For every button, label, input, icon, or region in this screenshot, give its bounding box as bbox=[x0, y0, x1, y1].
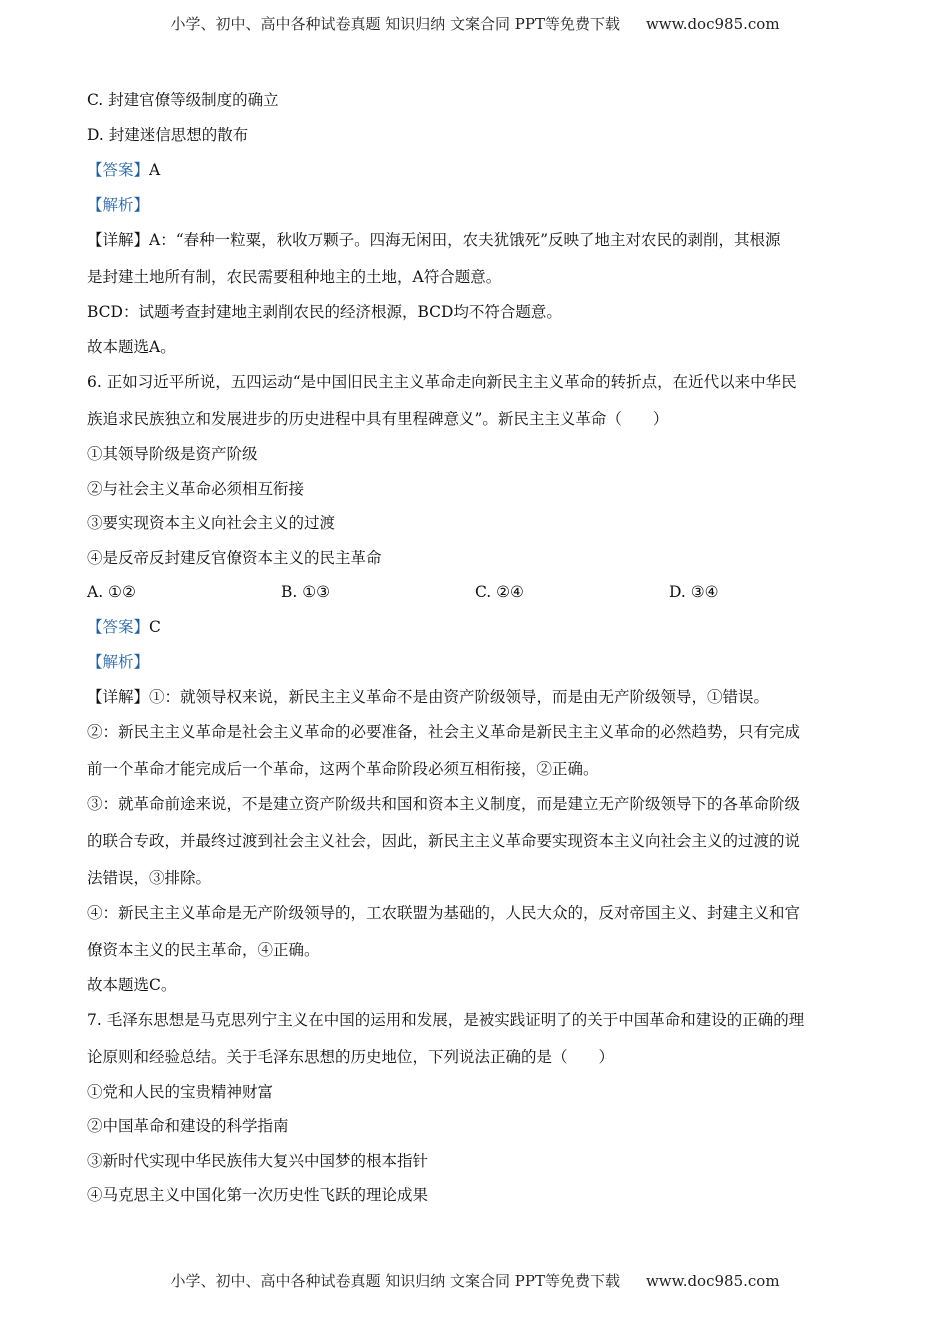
header-text: 小学、初中、高中各种试卷真题 知识归纳 文案合同 PPT等免费下载 bbox=[170, 15, 620, 33]
q6-analysis-tag: 【解析】 bbox=[87, 653, 150, 671]
q6-conclusion: 故本题选C。 bbox=[87, 976, 177, 994]
page-footer bbox=[0, 1270, 950, 1291]
q6-detail-line-7: ④：新民主主义革命是无产阶级领导的，工农联盟为基础的，人民大众的，反对帝国主义、封建主义和官 bbox=[87, 904, 801, 922]
q6-detail-line-8: 僚资本主义的民主革命，④正确。 bbox=[87, 941, 320, 959]
q6-stem-line-2: 族追求民族独立和发展进步的历史进程中具有里程碑意义”。新民主主义革命（ ） bbox=[87, 410, 669, 428]
q7-item-4: ④马克思主义中国化第一次历史性飞跃的理论成果 bbox=[87, 1186, 429, 1204]
q5-answer bbox=[87, 160, 160, 180]
detail-text: ①：就领导权来说，新民主主义革命不是由资产阶级领导，而是由无产阶级领导，①错误。 bbox=[149, 688, 770, 706]
q6-option-a: A. ①② bbox=[87, 583, 136, 601]
q5-option-d: D. 封建迷信思想的散布 bbox=[87, 126, 249, 144]
q6-item-3: ③要实现资本主义向社会主义的过渡 bbox=[87, 514, 336, 532]
q5-detail-line-1 bbox=[87, 230, 781, 250]
q6-detail-line-1 bbox=[87, 687, 769, 707]
q6-option-b: B. ①③ bbox=[281, 583, 331, 601]
q6-item-4: ④是反帝反封建反官僚资本主义的民主革命 bbox=[87, 549, 382, 567]
q7-item-3: ③新时代实现中华民族伟大复兴中国梦的根本指针 bbox=[87, 1152, 429, 1170]
q6-detail-line-5: 的联合专政，并最终过渡到社会主义社会，因此，新民主主义革命要实现资本主义向社会主义的过渡的说 bbox=[87, 832, 801, 850]
answer-value: A bbox=[149, 161, 161, 179]
page-header bbox=[0, 13, 950, 34]
q7-stem-line-2: 论原则和经验总结。关于毛泽东思想的历史地位，下列说法正确的是（ ） bbox=[87, 1048, 615, 1066]
q6-detail-line-6: 法错误，③排除。 bbox=[87, 869, 212, 887]
q6-detail-line-4: ③：就革命前途来说，不是建立资产阶级共和国和资本主义制度，而是建立无产阶级领导下的各革命阶级 bbox=[87, 795, 801, 813]
answer-value: C bbox=[149, 618, 161, 636]
detail-text: A：“春种一粒粟，秋收万颗子。四海无闲田，农夫犹饿死”反映了地主对农民的剥削，其根源 bbox=[149, 231, 781, 249]
q6-option-c: C. ②④ bbox=[475, 583, 524, 601]
footer-text: 小学、初中、高中各种试卷真题 知识归纳 文案合同 PPT等免费下载 bbox=[170, 1272, 620, 1290]
detail-tag: 【详解】 bbox=[87, 231, 150, 249]
q6-answer bbox=[87, 617, 161, 637]
q7-stem-line-1: 7. 毛泽东思想是马克思列宁主义在中国的运用和发展，是被实践证明了的关于中国革命和建设的正确的理 bbox=[87, 1011, 805, 1029]
detail-tag: 【详解】 bbox=[87, 688, 150, 706]
answer-tag: 【答案】 bbox=[87, 618, 150, 636]
footer-url[interactable]: www.doc985.com bbox=[645, 1272, 780, 1290]
answer-tag: 【答案】 bbox=[87, 161, 150, 179]
q6-detail-line-3: 前一个革命才能完成后一个革命，这两个革命阶段必须互相衔接，②正确。 bbox=[87, 760, 599, 778]
q5-analysis-tag: 【解析】 bbox=[87, 196, 150, 214]
header-url[interactable]: www.doc985.com bbox=[645, 15, 780, 33]
q6-item-2: ②与社会主义革命必须相互衔接 bbox=[87, 480, 305, 498]
q6-stem-line-1: 6. 正如习近平所说，五四运动“是中国旧民主主义革命走向新民主主义革命的转折点，在近代以来中华民 bbox=[87, 373, 797, 391]
q7-item-2: ②中国革命和建设的科学指南 bbox=[87, 1117, 289, 1135]
q6-option-d: D. ③④ bbox=[669, 583, 719, 601]
q6-item-1: ①其领导阶级是资产阶级 bbox=[87, 445, 258, 463]
q5-detail-line-3: BCD：试题考查封建地主剥削农民的经济根源，BCD均不符合题意。 bbox=[87, 303, 562, 321]
q5-conclusion: 故本题选A。 bbox=[87, 338, 176, 356]
q5-option-c: C. 封建官僚等级制度的确立 bbox=[87, 91, 279, 109]
q7-item-1: ①党和人民的宝贵精神财富 bbox=[87, 1083, 274, 1101]
q5-detail-line-2: 是封建土地所有制，农民需要租种地主的土地，A符合题意。 bbox=[87, 268, 502, 286]
q6-detail-line-2: ②：新民主主义革命是社会主义革命的必要准备，社会主义革命是新民主主义革命的必然趋势，只有完成 bbox=[87, 723, 801, 741]
